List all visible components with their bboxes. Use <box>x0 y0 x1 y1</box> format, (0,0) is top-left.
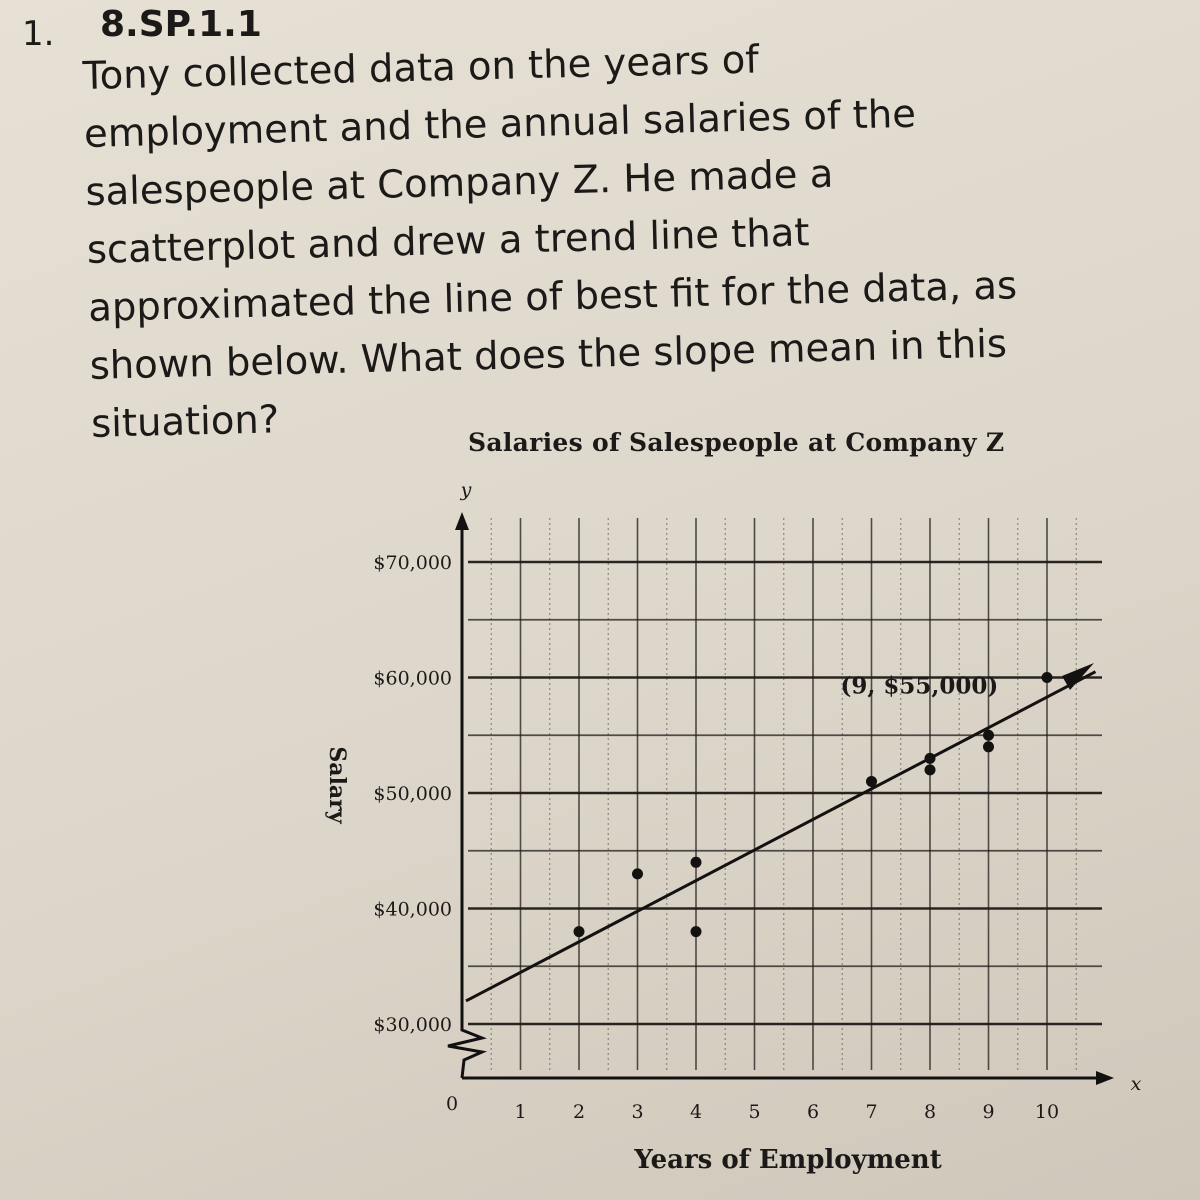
data-point <box>983 741 994 752</box>
x-axis-title: Years of Employment <box>634 1145 942 1175</box>
prompt-line: scatterplot and drew a trend line that <box>86 210 810 273</box>
data-point <box>925 764 936 775</box>
x-tick-label: 9 <box>982 1101 995 1123</box>
y-axis-letter: y <box>460 479 472 501</box>
prompt-line: situation? <box>90 397 280 447</box>
question-number: 1. <box>22 14 55 54</box>
x-tick-label: 6 <box>806 1101 820 1123</box>
y-axis-title: Salary <box>324 746 350 824</box>
x-tick-label: 3 <box>631 1101 644 1123</box>
chart-title: Salaries of Salespeople at Company Z <box>468 428 1005 457</box>
data-point <box>691 926 702 937</box>
y-tick-label: $40,000 <box>373 898 452 921</box>
prompt-line: employment and the annual salaries of the <box>83 91 917 157</box>
x-tick-label: 7 <box>865 1101 878 1123</box>
y-tick-label: $60,000 <box>373 667 452 690</box>
x-axis-arrow <box>1096 1071 1114 1085</box>
x-tick-label: 10 <box>1034 1101 1060 1123</box>
prompt-line: approximated the line of best fit for the data, as <box>87 263 1018 331</box>
y-tick-label: $50,000 <box>373 783 452 805</box>
origin-label: 0 <box>445 1093 459 1115</box>
data-point <box>574 926 585 937</box>
prompt-line: Tony collected data on the years of <box>82 37 760 99</box>
x-tick-label: 8 <box>923 1101 937 1123</box>
data-point <box>983 730 994 741</box>
data-point <box>691 857 702 868</box>
standard-code: 8.SP.1.1 <box>100 4 262 45</box>
prompt-line: shown below. What does the slope mean in this <box>89 321 1008 389</box>
data-point <box>632 868 643 879</box>
x-axis-letter: x <box>1130 1073 1142 1095</box>
x-tick-label: 2 <box>572 1101 586 1123</box>
data-point <box>1042 672 1053 683</box>
x-tick-label: 4 <box>689 1101 703 1123</box>
y-tick-label: $30,000 <box>373 1014 452 1036</box>
data-point <box>925 753 936 764</box>
x-tick-label: 1 <box>514 1101 527 1123</box>
trend-line <box>466 672 1096 1001</box>
prompt-line: salespeople at Company Z. He made a <box>84 151 834 215</box>
y-axis-arrow <box>455 512 469 530</box>
axis-break-zigzag <box>448 1000 482 1078</box>
data-point <box>866 776 877 787</box>
y-tick-label: $70,000 <box>373 552 452 574</box>
point-annotation: (9, $55,000) <box>840 672 999 700</box>
x-tick-label: 5 <box>748 1101 761 1123</box>
